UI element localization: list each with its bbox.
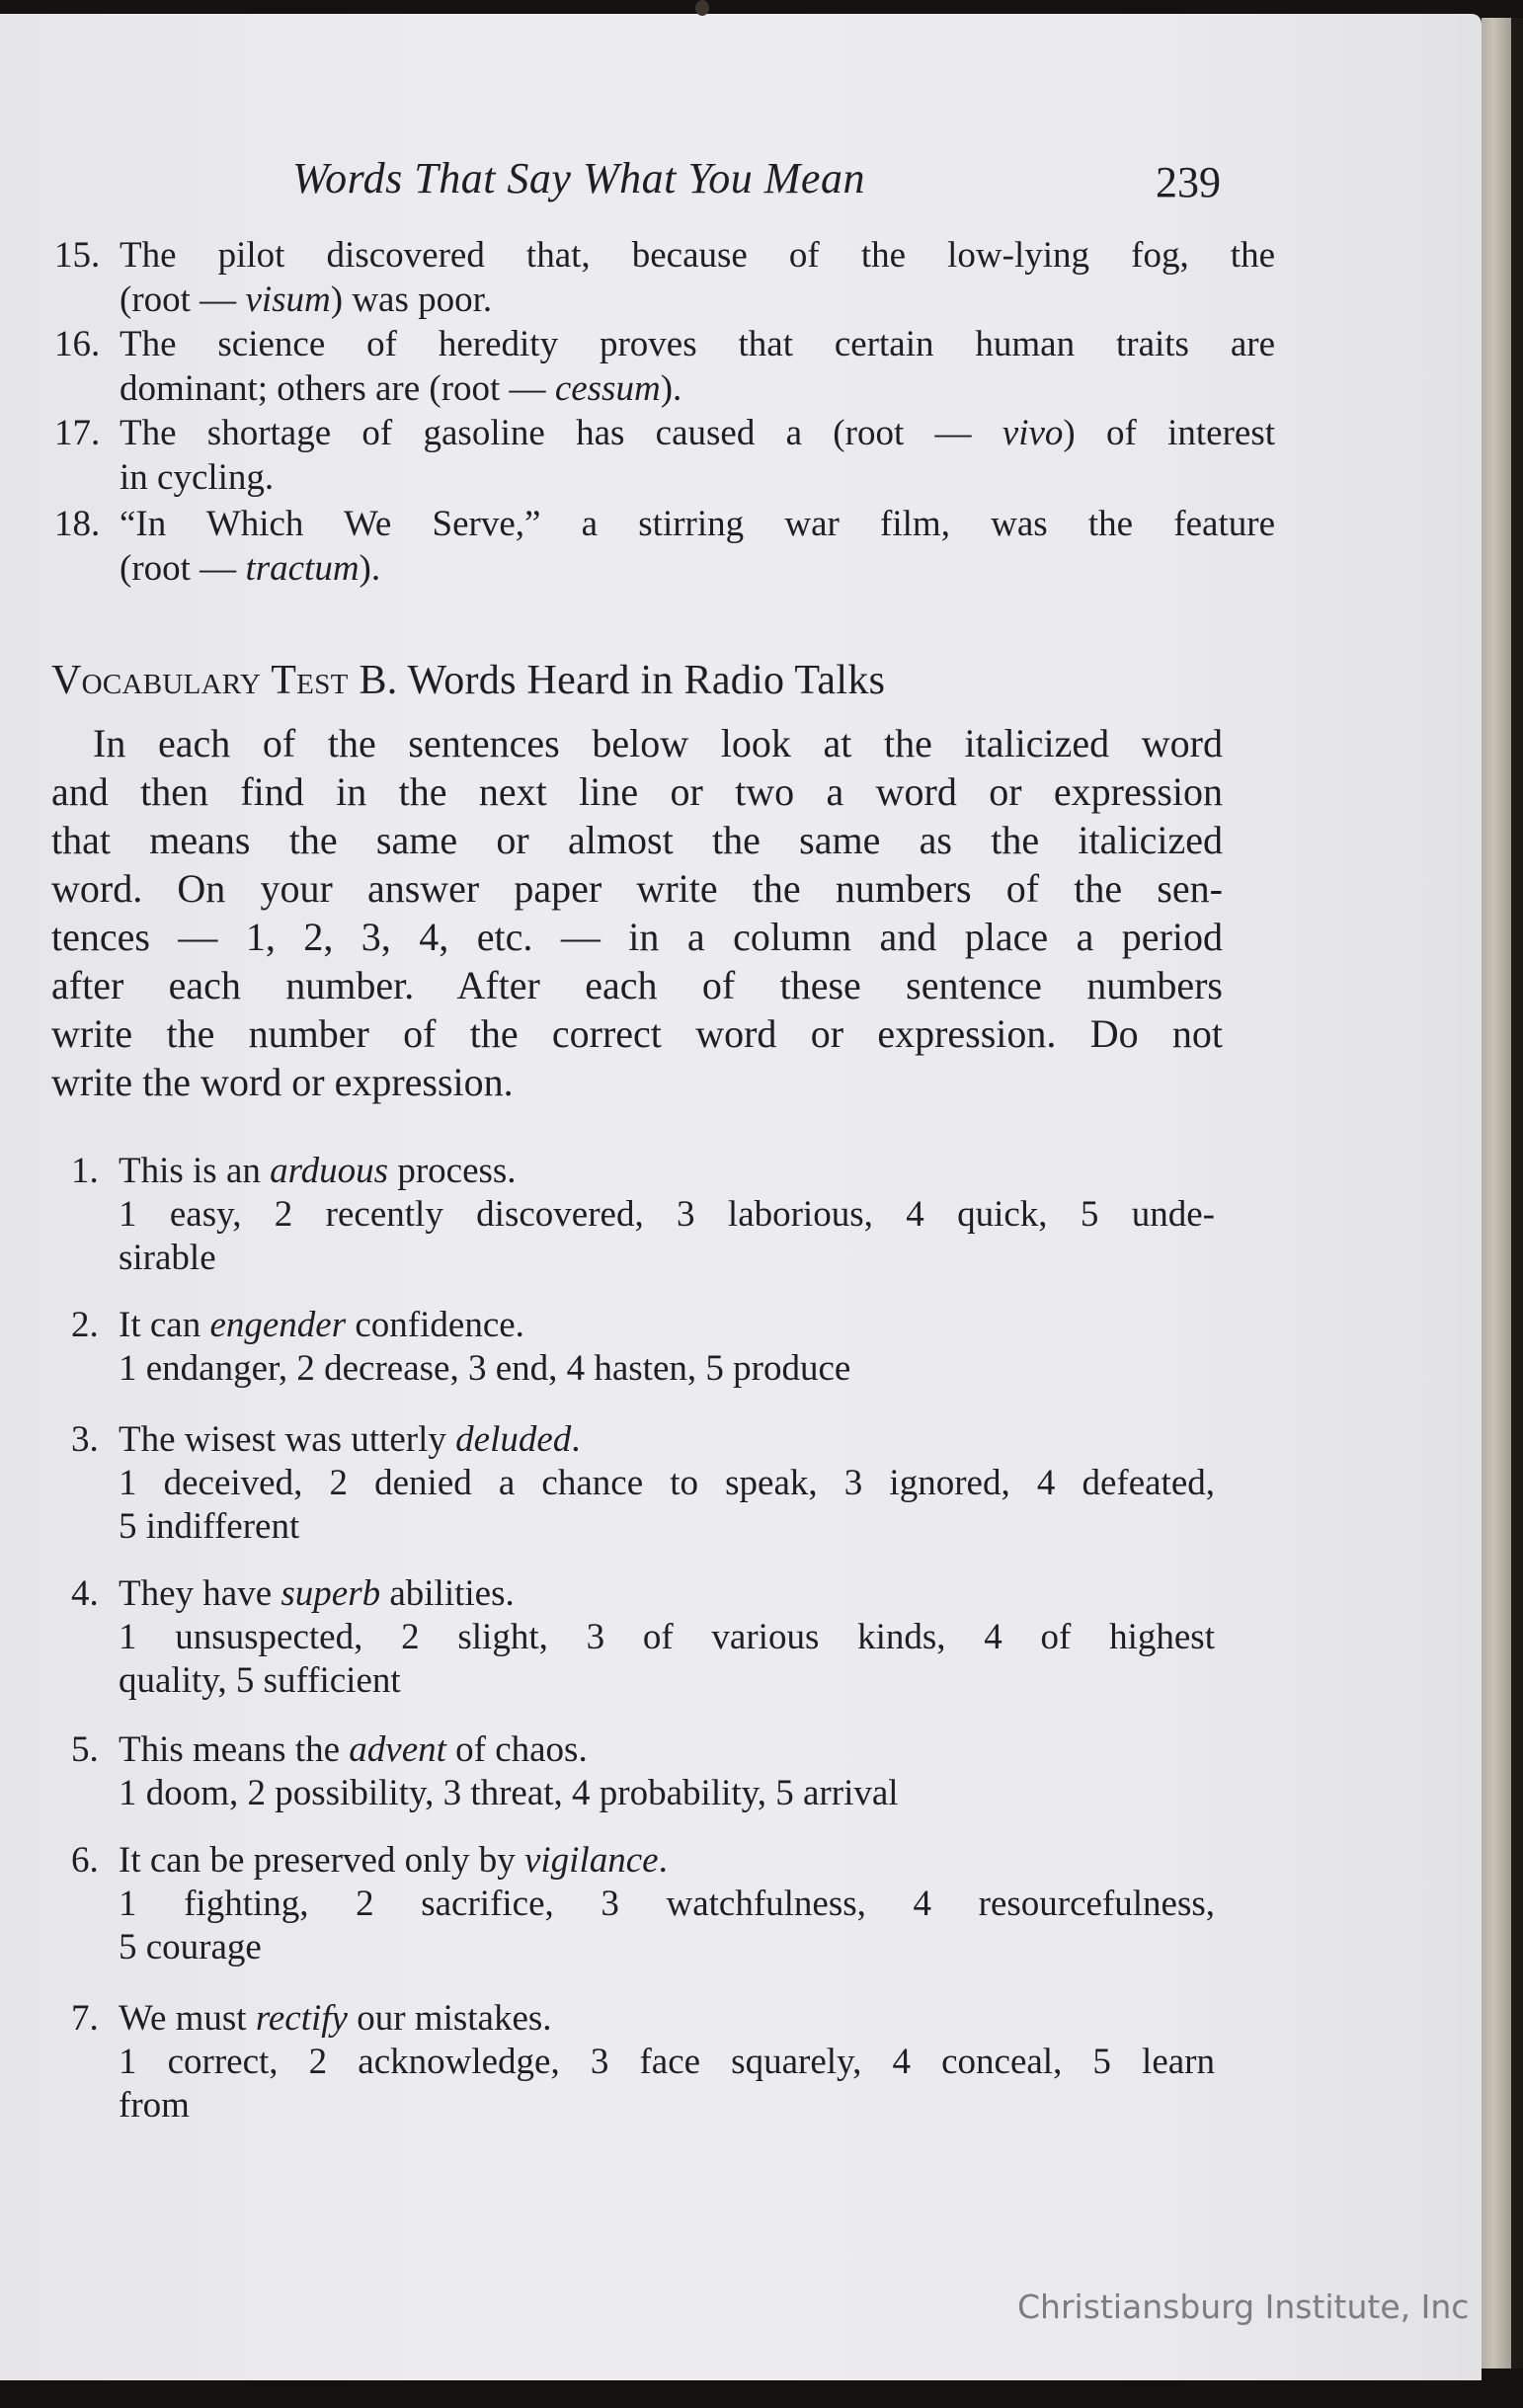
binding-shadow — [1511, 18, 1523, 2368]
question-options: 1 unsuspected, 2 slight, 3 of various kinds, 4 of highest quality, 5 sufficient — [119, 1617, 1215, 1701]
italic-word: vigilance — [523, 1840, 659, 1881]
question-stem: We must rectify our mistakes. — [119, 1998, 552, 2039]
question-number: 6. — [71, 1840, 99, 1881]
question-options: 1 easy, 2 recently discovered, 3 laborious, 4 quick, 5 unde- sirable — [119, 1194, 1215, 1278]
item-number: 18. — [54, 504, 101, 544]
watermark: Christiansburg Institute, Inc — [1017, 2288, 1470, 2326]
item-number: 16. — [54, 324, 101, 364]
question-number: 5. — [71, 1729, 99, 1770]
root-word: vivo — [1002, 413, 1064, 453]
section-heading — [51, 657, 885, 704]
question-options: 1 fighting, 2 sacrifice, 3 watchfulness, 4 resourcefulness, 5 courage — [119, 1884, 1215, 1967]
item-text: “In Which We Serve,” a stirring war film, was the feature (root — tractum). — [120, 504, 1275, 589]
heading-letter: B. — [359, 658, 398, 703]
running-title: Words That Say What You Mean — [292, 154, 865, 202]
italic-word: superb — [281, 1573, 381, 1614]
instructions-paragraph: In each of the sentences below look at the italicized word and then find in the next line or two a word or expression that means the same or almost the same as the italicized word. On your answer paper write the numbers of the sen- tences — 1, 2, 3, 4, etc. — in a column and place a period after each number. After each of these sentence numbers write the number of the correct word or expression. Do not write the word or expression. — [51, 721, 1223, 1104]
item-text: The pilot discovered that, because of the low-lying fog, the (root — visum) was poor. — [120, 235, 1275, 320]
question-stem: This means the advent of chaos. — [119, 1729, 588, 1770]
heading-prefix: Vocabulary Test — [51, 658, 349, 703]
running-header — [0, 143, 1482, 212]
question-number: 4. — [71, 1573, 99, 1614]
question-options: 1 deceived, 2 denied a chance to speak, 3 ignored, 4 defeated, 5 indifferent — [119, 1463, 1215, 1547]
root-word: tractum — [245, 548, 360, 589]
italic-word: engender — [209, 1305, 347, 1345]
question-number: 3. — [71, 1419, 99, 1460]
italic-word: rectify — [255, 1998, 348, 2039]
question-number: 7. — [71, 1998, 99, 2039]
italic-word: deluded — [455, 1419, 572, 1460]
question-number: 2. — [71, 1305, 99, 1345]
item-number: 15. — [54, 235, 101, 276]
item-text: The shortage of gasoline has caused a (root — vivo) of interest in cycling. — [120, 413, 1275, 498]
root-word: cessum — [554, 368, 661, 409]
question-options: 1 correct, 2 acknowledge, 3 face squarely, 4 conceal, 5 learn from — [119, 2042, 1215, 2126]
italic-word: advent — [349, 1729, 446, 1770]
question-stem: It can be preserved only by vigilance. — [119, 1840, 668, 1881]
question-stem: It can engender confidence. — [119, 1305, 524, 1345]
question-number: 1. — [71, 1151, 99, 1191]
question-stem: The wisest was utterly deluded. — [119, 1419, 581, 1460]
question-options: 1 doom, 2 possibility, 3 threat, 4 probability, 5 arrival — [119, 1773, 899, 1813]
root-word: visum — [245, 280, 331, 320]
question-options: 1 endanger, 2 decrease, 3 end, 4 hasten, 5 produce — [119, 1348, 851, 1389]
question-stem: This is an arduous process. — [119, 1151, 517, 1191]
item-number: 17. — [54, 413, 101, 453]
heading-title: Words Heard in Radio Talks — [407, 658, 886, 703]
question-stem: They have superb abilities. — [119, 1573, 515, 1614]
page-number: 239 — [1156, 158, 1221, 206]
page-edge — [1482, 18, 1511, 2368]
italic-word: arduous — [270, 1151, 389, 1191]
item-text: The science of heredity proves that certain human traits are dominant; others are (root — cessum). — [120, 324, 1275, 409]
